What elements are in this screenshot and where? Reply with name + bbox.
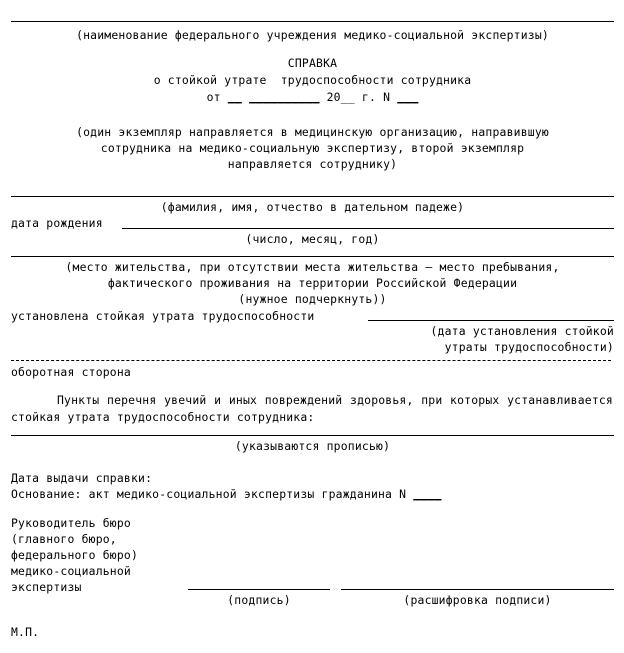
bureau-head-line-4: медико-социальной	[11, 564, 131, 578]
bureau-head-line-2: (главного бюро,	[11, 532, 117, 546]
issue-date-label: Дата выдачи справки:	[11, 471, 153, 485]
bureau-head-line-5: экспертизы	[11, 580, 82, 594]
header-caption-rule	[11, 21, 614, 22]
stamp-label: М.П.	[11, 625, 40, 639]
issue-date-day-blank[interactable]: __	[227, 90, 242, 104]
address-caption-line-1: (место жительства, при отсутствии места жительства – место пребывания,	[65, 260, 560, 274]
signature-caption: (подпись)	[227, 593, 291, 607]
items-caption: (указываются прописью)	[234, 439, 391, 453]
reverse-side-label: оборотная сторона	[11, 365, 131, 379]
basis-line	[11, 486, 611, 503]
birth-date-label: дата рождения	[11, 216, 103, 230]
basis-label: Основание: акт медико-социальной экспертизы гражданина N	[11, 487, 407, 501]
issue-date-prefix: от	[206, 90, 221, 104]
copies-note-line-1: (один экземпляр направляется в медицинскую организацию, направившую	[76, 125, 549, 139]
disability-caption-line-1: (дата установления стойкой	[430, 324, 614, 338]
page-break-separator	[11, 360, 611, 361]
birth-date-blank-rule[interactable]	[122, 228, 614, 229]
address-caption-line-3: (нужное подчеркнуть))	[238, 292, 387, 306]
disability-caption-line-2: утраты трудоспособности)	[444, 340, 614, 354]
header-caption: (наименование федерального учреждения медико-социальной экспертизы)	[76, 28, 549, 42]
issue-date-year[interactable]: 20__	[326, 90, 355, 104]
issue-date-month-blank[interactable]: __________	[248, 90, 320, 104]
page-subtitle: о стойкой утрате трудоспособности сотрудника	[153, 73, 472, 87]
bureau-head-line-1: Руководитель бюро	[11, 516, 131, 530]
page-title: СПРАВКА	[287, 56, 338, 70]
signature-decode-caption: (расшифровка подписи)	[403, 593, 552, 607]
signature-blank-rule[interactable]	[188, 589, 330, 590]
disability-date-blank-rule[interactable]	[368, 320, 614, 321]
copies-note-line-2: сотрудника на медико-социальную экспертизу, второй экземпляр	[100, 141, 525, 155]
signature-decode-blank-rule[interactable]	[341, 589, 614, 590]
items-blank-rule[interactable]	[11, 435, 614, 436]
issue-date-year-suffix: г. N	[361, 90, 391, 104]
fio-blank-rule[interactable]	[11, 196, 614, 197]
address-caption-line-2: фактического проживания на территории Российской Федерации	[107, 276, 518, 290]
address-blank-rule[interactable]	[11, 256, 614, 257]
birth-date-caption: (число, месяц, год)	[245, 232, 380, 246]
disability-label: установлена стойкая утрата трудоспособности	[11, 309, 315, 323]
bureau-head-line-3: федерального бюро)	[11, 548, 139, 562]
copies-note-line-3: направляется сотруднику)	[227, 157, 398, 171]
items-paragraph: Пункты перечня увечий и иных повреждений здоровья, при которых устанавливается стойкая утрата трудоспособности сотрудника:	[11, 393, 621, 424]
fio-caption: (фамилия, имя, отчество в дательном падеже)	[160, 200, 465, 214]
issue-date-number-blank[interactable]: ___	[397, 90, 419, 104]
issue-date-line	[11, 89, 614, 106]
basis-number-blank[interactable]: ____	[413, 487, 442, 501]
